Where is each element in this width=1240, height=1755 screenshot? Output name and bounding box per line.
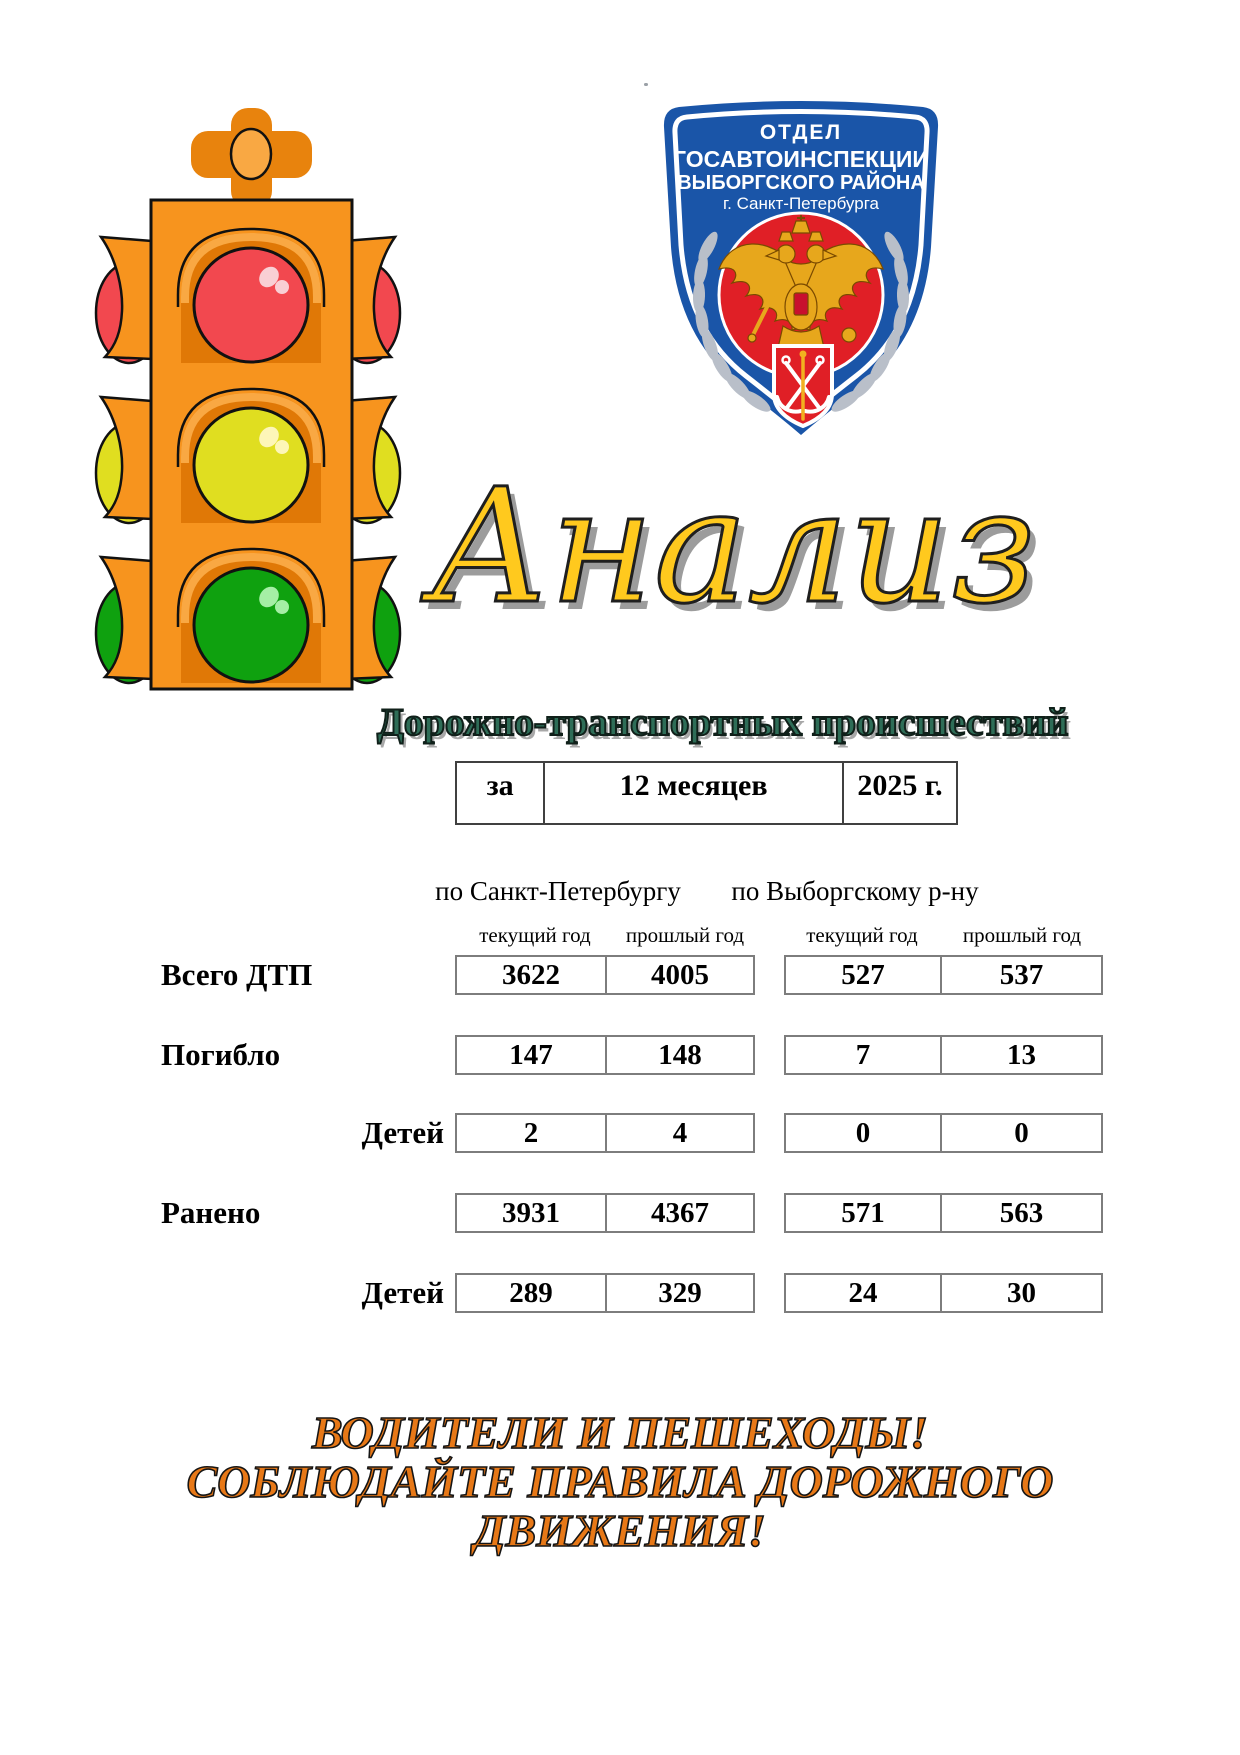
period-za: за <box>486 769 514 802</box>
yellow-lamp <box>178 389 324 523</box>
col-header-vyb-prev: прошлый год <box>962 923 1082 947</box>
stat-value: 329 <box>605 1275 753 1311</box>
row-label-died: Погибло <box>161 1037 281 1072</box>
stat-value: 0 <box>940 1115 1101 1151</box>
traffic-light-cross <box>191 108 312 208</box>
col-header-spb-prev: прошлый год <box>625 923 745 947</box>
gibdd-badge <box>655 95 947 440</box>
scan-artifact-dot <box>644 83 648 86</box>
stat-value: 0 <box>855 1117 871 1149</box>
stat-value: 147 <box>509 1039 553 1071</box>
badge-text-line4: г. Санкт-Петербурга <box>723 194 879 213</box>
stat-box-vyborg <box>784 1273 1103 1313</box>
stat-box-spb <box>455 1035 755 1075</box>
stat-box-vyborg <box>784 1113 1103 1153</box>
period-table <box>455 761 958 825</box>
traffic-light-illustration <box>92 100 404 695</box>
stat-value: 289 <box>509 1277 553 1309</box>
stat-value: 4367 <box>605 1195 753 1231</box>
badge-text-line1: ОТДЕЛ <box>759 121 843 144</box>
row-label-children-injured: Детей <box>361 1275 444 1310</box>
stat-value: 13 <box>940 1037 1101 1073</box>
stat-value: 4 <box>605 1115 753 1151</box>
stat-value: 2 <box>523 1117 539 1149</box>
red-lamp <box>178 229 324 363</box>
stat-value: 571 <box>841 1197 885 1229</box>
badge-text-line2: ГОСАВТОИНСПЕКЦИИ <box>673 146 929 172</box>
stat-box-spb <box>455 1273 755 1313</box>
region-header-vyborg: по Выборгскому р-ну <box>731 876 979 906</box>
row-label-total: Всего ДТП <box>161 957 313 992</box>
stat-value: 30 <box>940 1275 1101 1311</box>
stat-value: 527 <box>841 959 885 991</box>
slogan-line2: СОБЛЮДАЙТЕ ПРАВИЛА ДОРОЖНОГО <box>186 1456 1054 1507</box>
stat-box-vyborg <box>784 955 1103 995</box>
slogan-line1: ВОДИТЕЛИ И ПЕШЕХОДЫ! <box>312 1407 928 1458</box>
stat-value: 7 <box>855 1039 871 1071</box>
slogan-line3: ДВИЖЕНИЯ! <box>474 1505 766 1556</box>
slogan <box>0 1408 1240 1555</box>
stat-box-spb <box>455 955 755 995</box>
col-header-vyb-current: текущий год <box>806 923 918 947</box>
stat-box-vyborg <box>784 1035 1103 1075</box>
col-header-spb-current: текущий год <box>479 923 591 947</box>
stat-box-spb <box>455 1193 755 1233</box>
period-months: 12 месяцев <box>543 763 842 823</box>
stat-value: 3622 <box>501 959 560 991</box>
stat-value: 537 <box>940 957 1101 993</box>
row-label-injured: Ранено <box>161 1195 261 1230</box>
period-year: 2025 г. <box>842 763 956 823</box>
stat-value: 4005 <box>605 957 753 993</box>
stat-box-spb <box>455 1113 755 1153</box>
green-lamp <box>178 549 324 683</box>
page-subtitle: Дорожно-транспортных происшествий <box>377 701 1069 744</box>
stat-value: 3931 <box>501 1197 560 1229</box>
stat-value: 563 <box>940 1195 1101 1231</box>
region-header-spb: по Санкт-Петербургу <box>435 876 681 906</box>
stat-box-vyborg <box>784 1193 1103 1233</box>
row-label-children-died: Детей <box>361 1115 444 1150</box>
stat-value: 24 <box>848 1277 878 1309</box>
page-title: Анализ <box>430 455 1037 639</box>
stat-value: 148 <box>605 1037 753 1073</box>
badge-text-line3: ВЫБОРГСКОГО РАЙОНА <box>677 172 925 194</box>
spb-coat-of-arms <box>774 346 832 426</box>
